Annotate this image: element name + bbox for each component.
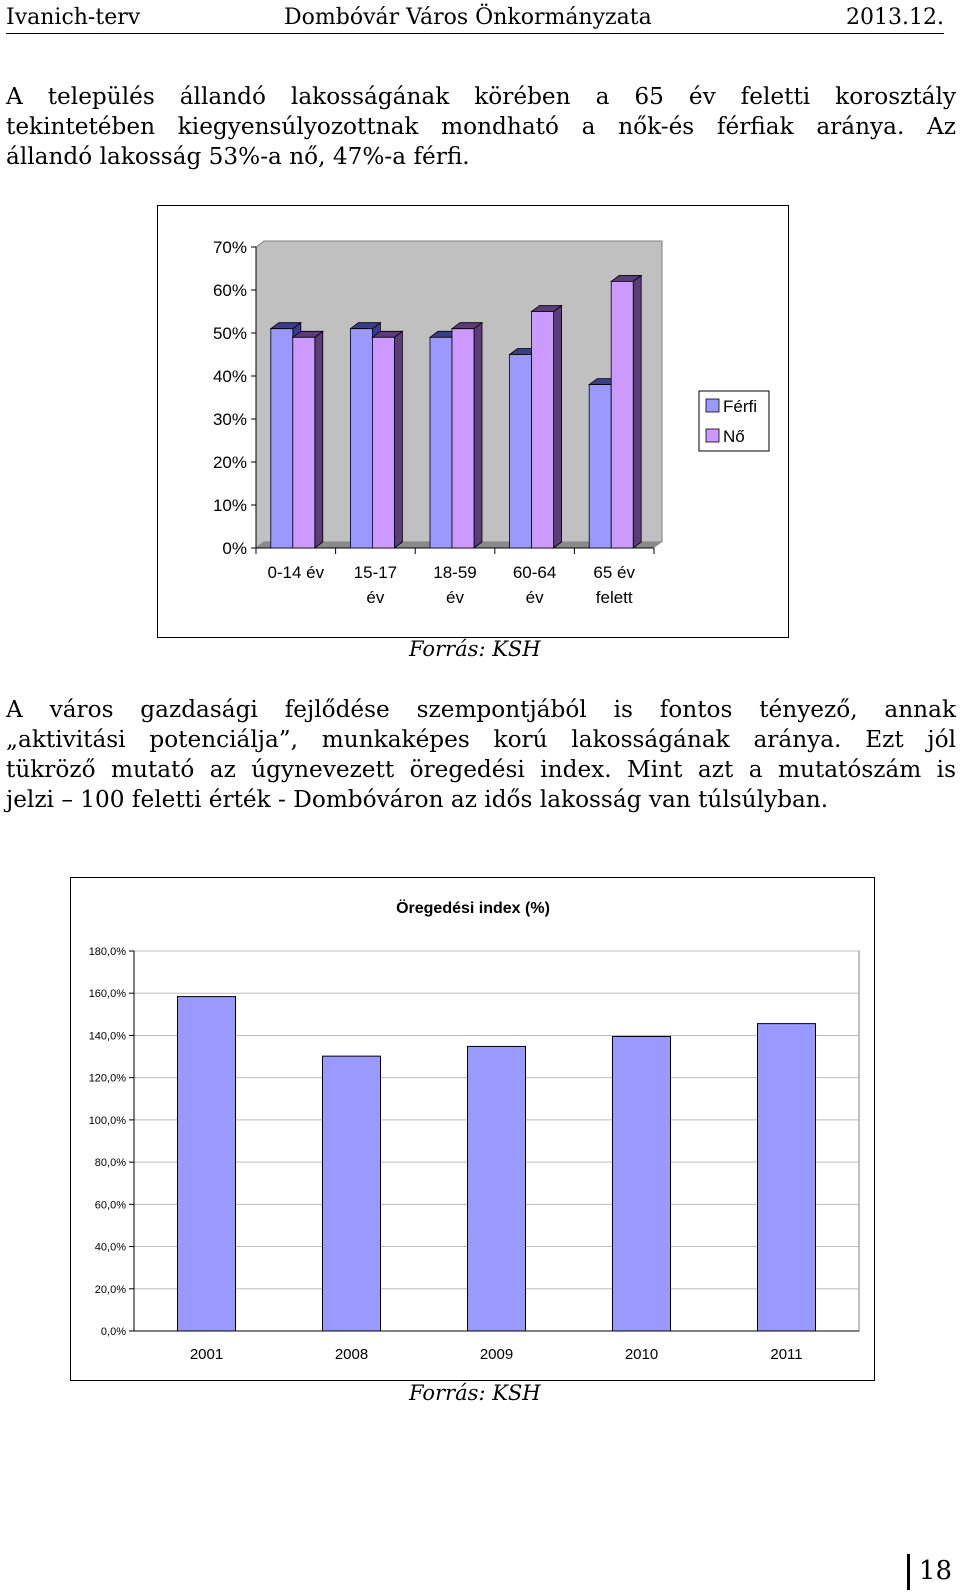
bar-ferfi xyxy=(350,329,372,548)
y-tick-label: 0,0% xyxy=(100,1326,126,1338)
y-tick-label: 50% xyxy=(212,324,247,343)
paragraph-2-line-4: jelzi – 100 feletti érték - Dombóváron az idős lakosság van túlsúlyban. xyxy=(6,786,829,813)
header-right: 2013.12. xyxy=(846,5,944,30)
bar-side-no xyxy=(394,331,402,548)
bar-ferfi xyxy=(430,337,452,548)
bar xyxy=(613,1037,671,1332)
y-tick-label: 40,0% xyxy=(94,1241,126,1254)
bar xyxy=(468,1046,526,1331)
bar-no xyxy=(452,329,474,548)
y-tick-label: 180,0% xyxy=(88,946,126,958)
paragraph-1-line-1: A település állandó lakosságának körében a 65 év feletti korosztály xyxy=(6,83,956,110)
x-tick-label: 18-59 xyxy=(433,563,477,582)
x-tick-label: 60-64 xyxy=(512,563,557,582)
bar-ferfi xyxy=(271,329,293,548)
x-tick-label: 15-17 xyxy=(353,563,398,582)
y-tick-label: 140,0% xyxy=(88,1030,126,1043)
y-tick-label: 70% xyxy=(212,238,247,257)
gender-chart xyxy=(158,206,788,637)
paragraph-1 xyxy=(6,82,956,172)
y-tick-label: 80,0% xyxy=(94,1157,126,1170)
x-tick-label: év xyxy=(446,588,464,607)
paragraph-1-line-3: állandó lakosság 53%-a nő, 47%-a férfi. xyxy=(6,143,470,170)
page-number-bar xyxy=(907,1554,910,1590)
header-left: Ivanich-terv xyxy=(6,5,141,30)
y-tick-label: 10% xyxy=(212,496,247,515)
y-tick-label: 20% xyxy=(212,453,247,472)
y-tick-label: 100,0% xyxy=(88,1114,126,1127)
chart-title: Öregedési index (%) xyxy=(396,900,550,917)
x-tick-label: 2009 xyxy=(479,1346,514,1363)
paragraph-2-line-1: A város gazdasági fejlődése szempontjából is fontos tényező, annak xyxy=(6,696,956,723)
bar-side-no xyxy=(633,275,641,548)
y-tick-label: 30% xyxy=(212,410,247,429)
chart-1-source: Forrás: KSH xyxy=(409,637,541,661)
paragraph-1-line-2: tekintetében kiegyensúlyozottnak mondható a nők-és férfiak aránya. Az xyxy=(6,113,956,140)
paragraph-2-line-3: tükröző mutató az úgynevezett öregedési index. Mint azt a mutatószám is xyxy=(6,756,956,783)
y-tick-label: 60% xyxy=(212,281,247,300)
x-tick-label: felett xyxy=(595,588,633,607)
bar-side-no xyxy=(474,323,482,548)
header-center: Dombóvár Város Önkormányzata xyxy=(284,5,652,30)
bar-ferfi xyxy=(589,385,611,548)
y-tick-label: 20,0% xyxy=(94,1283,126,1296)
aging-index-chart xyxy=(71,878,874,1380)
legend-label-ferfi: Férfi xyxy=(723,397,757,416)
legend-swatch-no xyxy=(706,429,719,442)
x-tick-label: év xyxy=(525,588,544,607)
paragraph-2-line-2: „aktivitási potenciálja”, munkaképes korú lakosságának aránya. Ezt jól xyxy=(6,726,956,753)
y-tick-label: 120,0% xyxy=(88,1072,126,1085)
bar-no xyxy=(532,312,554,549)
bar xyxy=(178,997,236,1331)
bar-no xyxy=(293,337,315,548)
gender-chart-box xyxy=(157,205,789,638)
legend-swatch-ferfi xyxy=(706,399,719,412)
bar xyxy=(323,1056,381,1331)
page-number: 18 xyxy=(918,1556,952,1586)
x-tick-label: 2008 xyxy=(334,1346,369,1363)
legend-label-no: Nő xyxy=(723,427,745,446)
x-tick-label: év xyxy=(366,588,385,607)
y-tick-label: 60,0% xyxy=(94,1199,126,1212)
y-tick-label: 160,0% xyxy=(88,988,126,1001)
bar-ferfi xyxy=(510,355,532,549)
y-tick-label: 0% xyxy=(222,539,247,558)
x-tick-label: 2011 xyxy=(770,1346,803,1363)
x-tick-label: 2001 xyxy=(189,1346,224,1363)
chart-2-source: Forrás: KSH xyxy=(409,1381,541,1405)
bar-no xyxy=(372,337,394,548)
x-tick-label: 2010 xyxy=(624,1346,659,1363)
x-tick-label: 0-14 év xyxy=(267,563,325,582)
bar-side-no xyxy=(554,306,562,549)
aging-index-chart-box xyxy=(70,877,875,1381)
bar-no xyxy=(611,281,633,548)
x-tick-label: 65 év xyxy=(593,563,635,582)
paragraph-2 xyxy=(6,695,956,815)
bar-side-no xyxy=(315,331,323,548)
bar xyxy=(758,1024,816,1331)
y-tick-label: 40% xyxy=(212,367,247,386)
page-header xyxy=(6,3,944,34)
